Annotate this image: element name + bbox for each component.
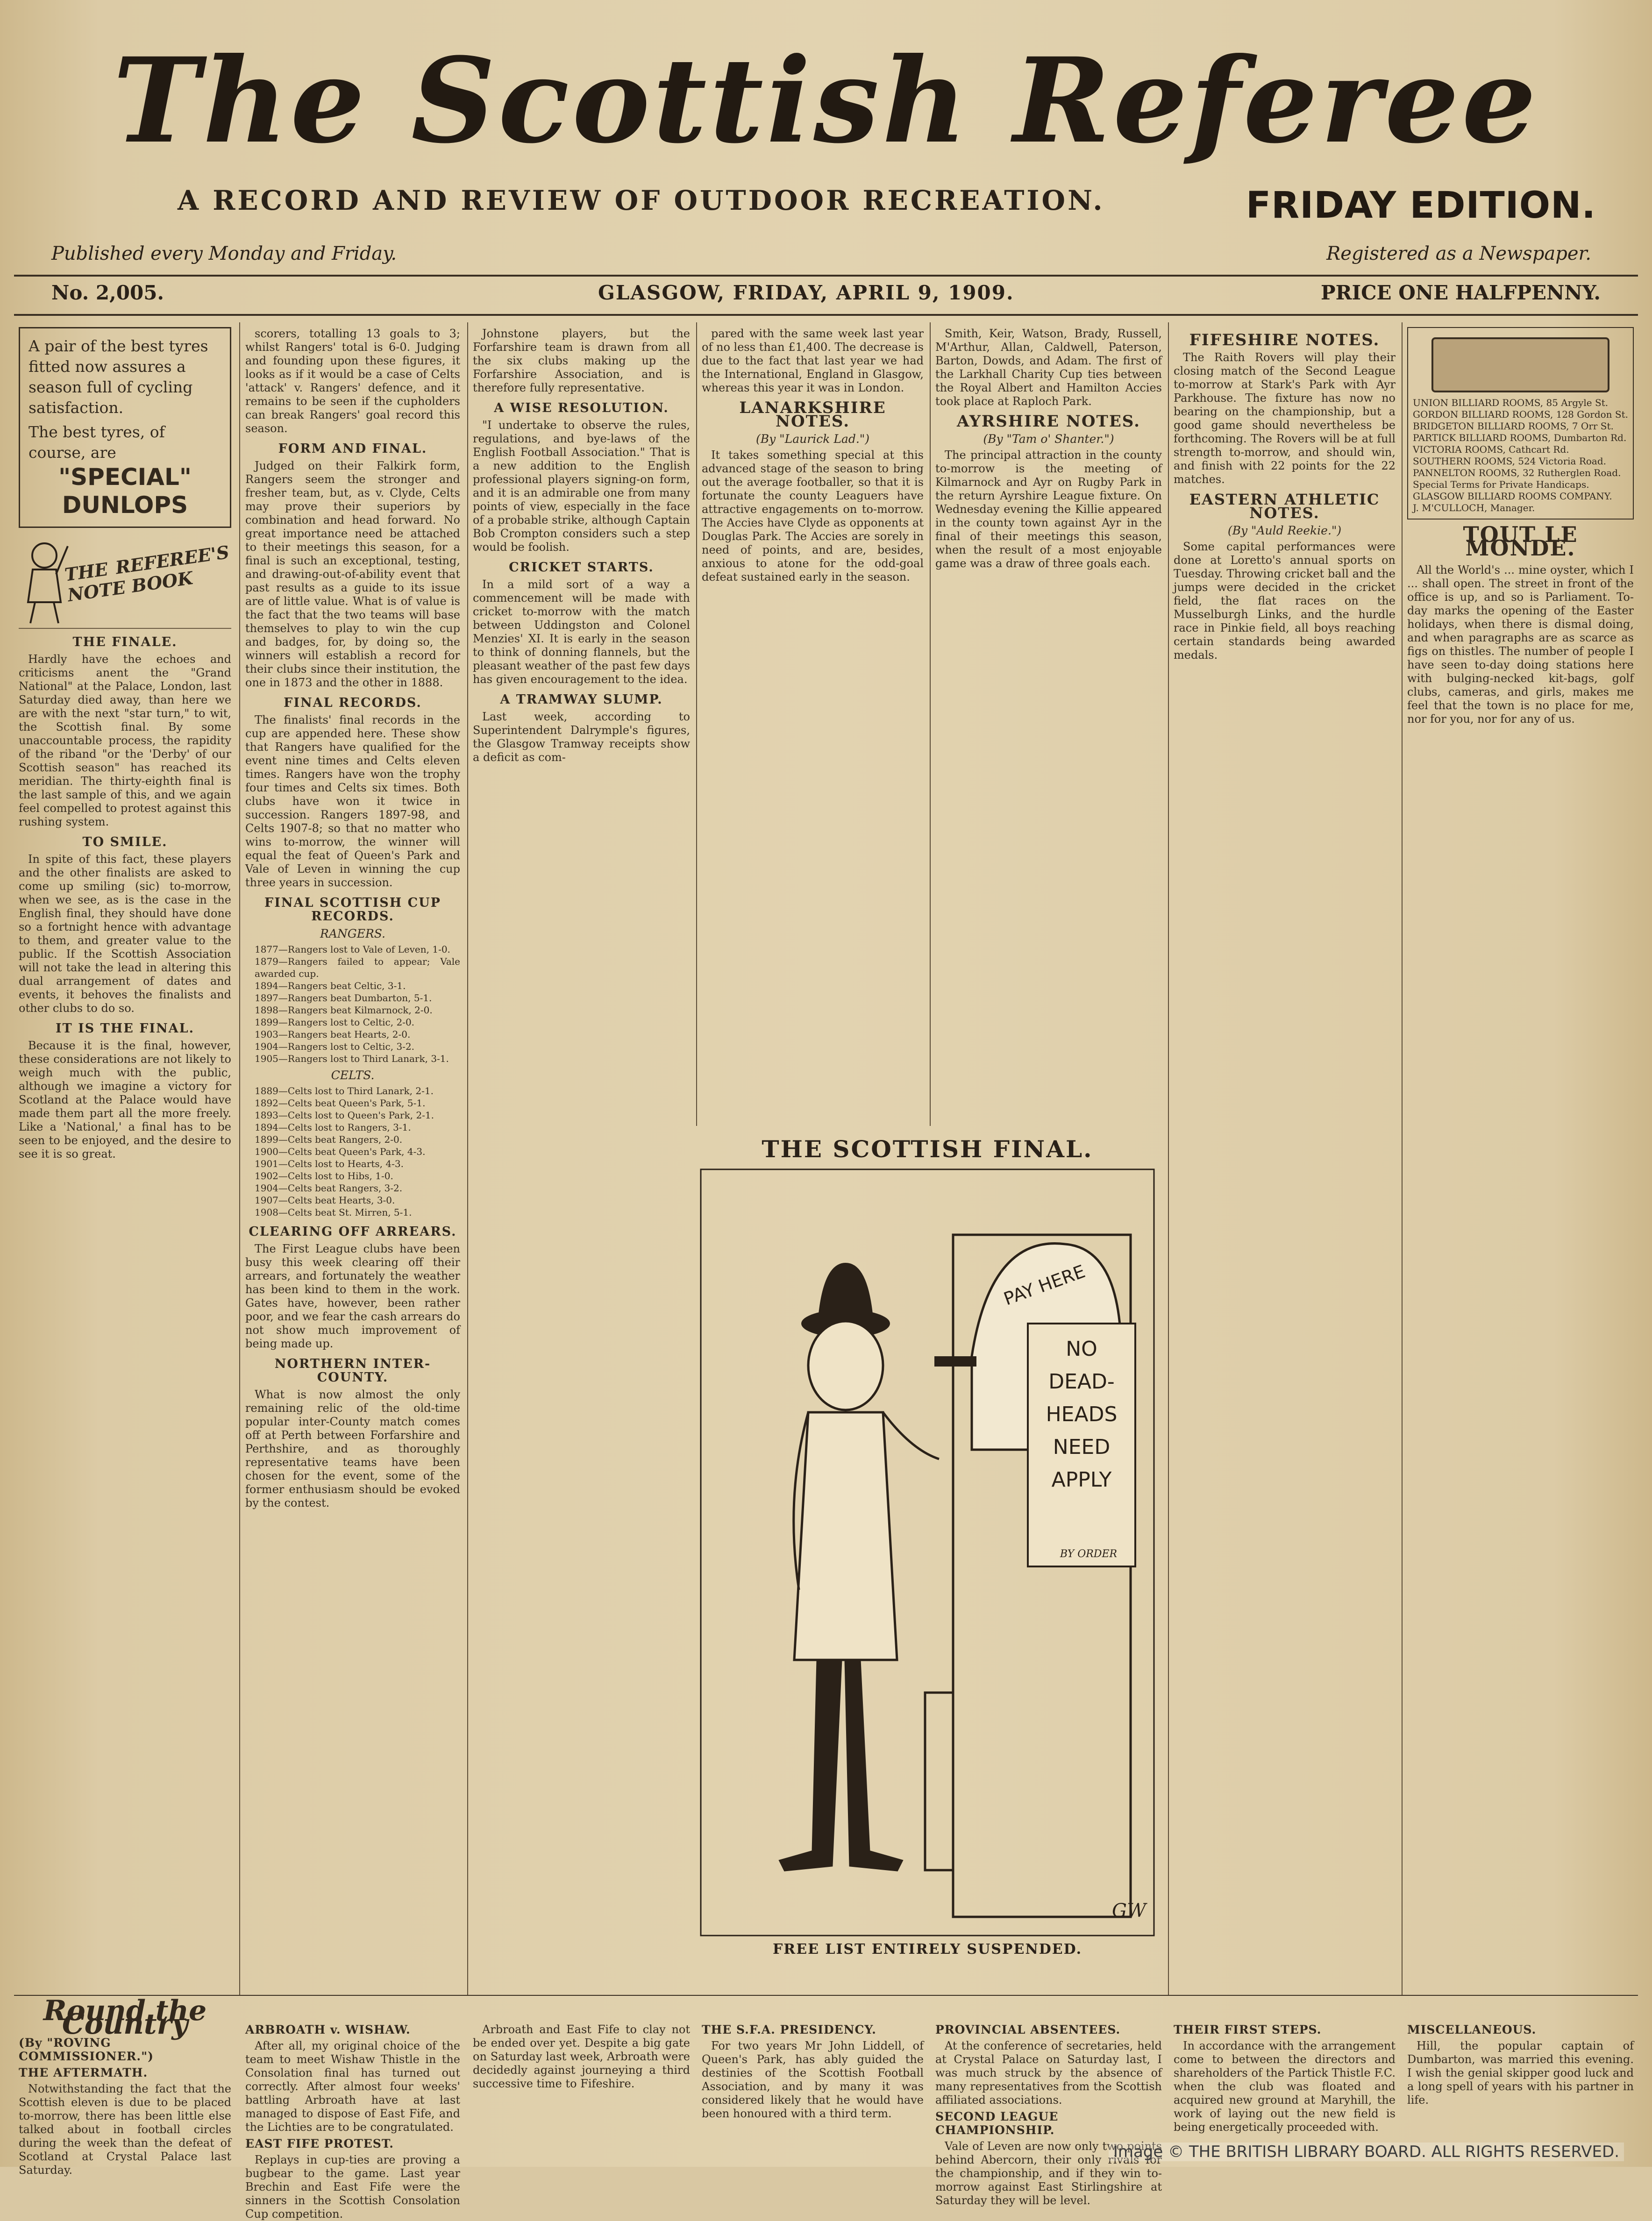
section-heading: CRICKET STARTS.: [509, 560, 654, 575]
record-line: 1879—Rangers failed to appear; Vale awarded cup.: [255, 956, 460, 979]
column-divider: [1168, 322, 1169, 1995]
article-text: In a mild sort of a way a commencement will be made with cricket to-morrow with the match between Uddingston and Colonel Menzies' XI. It is early in the season to think of donning flannels, but the pleasant weather of the past few days has given encouragement to the idea.: [473, 578, 690, 686]
article-text: pared with the same week last year of no less than £1,400. The decrease is due to the fact that last year we had the International, England in Glasgow, whereas this year it was in London.: [702, 327, 924, 394]
pay-here-sign: PAY HERE: [1001, 1261, 1088, 1310]
record-line: 1899—Rangers lost to Celtic, 2-0.: [255, 1017, 415, 1028]
article-text: In spite of this fact, these players and the other finalists are asked to come up smiling (sic) to-morrow, when we see, as is the case in the English final, they should have done so a fortnight hence with advantage to them, and greater value to the public. If the Scottish Association will not take the lead in altering this dual arrangement of dates and events, it behoves the finalists and other clubs to do so.: [19, 853, 231, 1015]
cartoon-caption: FREE LIST ENTIRELY SUSPENDED.: [772, 1941, 1082, 1958]
dunlop-ad-brand: "SPECIAL" DUNLOPS: [58, 463, 192, 519]
article-text: Replays in cup-ties are proving a bugbear to the game. Last year Brechin and East Fife were the sinners in the Scottish Consolation Cup competition.: [245, 2153, 460, 2221]
billiard-room-line: UNION BILLIARD ROOMS, 85 Argyle St.: [1413, 397, 1609, 408]
article-text: The First League clubs have been busy this week clearing off their arrears, and fortunately the weather has been kind to them in the work. Gates have, however, been rather poor, and we fear the cash arrears do not show much improvement of being made up.: [245, 1242, 460, 1350]
article-text: Last week, according to Superintendent Dalrymple's figures, the Glasgow Tramway receipts show a deficit as com-: [473, 710, 690, 764]
column-divider: [239, 322, 240, 1995]
section-heading: A TRAMWAY SLUMP.: [500, 692, 663, 707]
provincial-absentees-column: [935, 2023, 1162, 2207]
section-heading: EASTERN ATHLETIC NOTES.: [1189, 491, 1380, 522]
billiard-room-line: GORDON BILLIARD ROOMS, 128 Gordon St.: [1413, 409, 1628, 420]
section-heading: FORM AND FINAL.: [278, 441, 427, 456]
billiard-rooms-list: [1413, 397, 1628, 514]
billiard-room-line: Special Terms for Private Handicaps.: [1413, 479, 1589, 490]
billiard-room-line: BRIDGETON BILLIARD ROOMS, 7 Orr St.: [1413, 420, 1614, 432]
record-line: 1905—Rangers lost to Third Lanark, 3-1.: [255, 1053, 449, 1064]
section-heading: FINAL RECORDS.: [284, 696, 422, 710]
billiard-room-line: PANNELTON ROOMS, 32 Rutherglen Road.: [1413, 467, 1621, 478]
billiard-table-icon: [1431, 337, 1609, 392]
by-order-sign: BY ORDER: [1060, 1548, 1118, 1560]
record-line: 1902—Celts lost to Hibs, 1-0.: [255, 1170, 393, 1182]
cartoonist-signature: GW: [1112, 1900, 1146, 1922]
section-heading: PROVINCIAL ABSENTEES.: [935, 2023, 1121, 2036]
record-line: 1877—Rangers lost to Vale of Leven, 1-0.: [255, 944, 450, 955]
article-text: At the conference of secretaries, held at Crystal Palace on Saturday last, I was much struck by the absence of many representatives from the Scottish affiliated associations.: [935, 2039, 1162, 2107]
dunlop-ad-line: The best tyres, of course, are: [28, 423, 165, 462]
section-heading: TO SMILE.: [82, 835, 168, 849]
dateline: GLASGOW, FRIDAY, APRIL 9, 1909.: [598, 281, 1014, 304]
issue-number: No. 2,005.: [51, 281, 164, 304]
article-text: Notwithstanding the fact that the Scottish eleven is due to be placed to-morrow, there has been little else talked about in football circles during the week than the defeat of Scotland at Crystal Palace last Saturday.: [19, 2082, 231, 2177]
record-line: 1898—Rangers beat Kilmarnock, 2-0.: [255, 1004, 433, 1016]
round-the-country-column: [19, 1994, 231, 2177]
section-heading: FINAL SCOTTISH CUP RECORDS.: [264, 896, 441, 924]
billiard-room-line: SOUTHERN ROOMS, 524 Victoria Road.: [1413, 456, 1607, 467]
article-text: All the World's ... mine oyster, which I ... shall open. The street in front of the office is up, and so is Parliament. To-day marks the opening of the Easter holidays, when there is dismal doing, and when paragraphs are as scarce as figs on thistles. The number of people I have seen to-day doing stations here with bulging-necked kit-bags, golf clubs, cameras, and girls, makes me feel that the town is no place for me, nor for you, nor for any of us.: [1407, 563, 1634, 726]
column-2: [245, 327, 460, 1990]
note-book-heading: [19, 534, 231, 629]
bottom-section-rule: [14, 1995, 1638, 1996]
sfa-presidency-column: [702, 2023, 924, 2163]
round-the-country-heading: Round the Country: [43, 1994, 207, 2041]
record-line: 1903—Rangers beat Hearts, 2-0.: [255, 1029, 411, 1040]
cartoon-title: THE SCOTTISH FINAL.: [762, 1135, 1093, 1163]
column-divider: [930, 322, 931, 1126]
image-credit: Image © THE BRITISH LIBRARY BOARD. ALL RIGHTS RESERVED.: [1109, 2143, 1624, 2161]
section-heading: CLEARING OFF ARREARS.: [249, 1224, 457, 1239]
arbroath-continued-column: [473, 2023, 690, 2163]
record-line: 1889—Celts lost to Third Lanark, 2-1.: [255, 1085, 434, 1096]
billiard-room-line: VICTORIA ROOMS, Cathcart Rd.: [1413, 444, 1569, 455]
article-text: Arbroath and East Fife to clay not be ended over yet. Despite a big gate on Saturday last week, Arbroath were decidedly against journeying a third successive time to Fifeshire.: [473, 2023, 690, 2090]
article-text: scorers, totalling 13 goals to 3; whilst Rangers' total is 6-0. Judging and founding upon these figures, it looks as if it would be a case of Celts 'attack' v. Rangers' defence, and it remains to be seen if the cupholders can break Rangers' goal record this season.: [245, 327, 460, 435]
column-7: [1407, 327, 1634, 1990]
celts-record-list: [245, 1085, 460, 1218]
dunlop-advert: [19, 327, 231, 528]
section-heading: TOUT LE MONDE.: [1463, 522, 1578, 561]
record-line: 1907—Celts beat Hearts, 3-0.: [255, 1195, 395, 1206]
cartoon-panel: [691, 1135, 1163, 1972]
edition-label: FRIDAY EDITION.: [1246, 185, 1596, 227]
column-divider: [467, 322, 468, 1995]
section-heading: AYRSHIRE NOTES.: [957, 412, 1140, 431]
section-heading: NORTHERN INTER-COUNTY.: [274, 1357, 431, 1385]
record-line: 1904—Rangers lost to Celtic, 3-2.: [255, 1041, 415, 1052]
article-text: The Raith Rovers will play their closing match of the Second League to-morrow at Stark's Park with Ayr Parkhouse. The fixture has now no bearing on the championship, but a good game should nevertheless be forthcoming. The Rovers will be at full strength to-morrow, and should win, and finish with 22 points for the 22 matches.: [1174, 351, 1396, 486]
record-line: 1897—Rangers beat Dumbarton, 5-1.: [255, 992, 432, 1004]
record-line: 1908—Celts beat St. Mirren, 5-1.: [255, 1207, 412, 1218]
billiard-rooms-advert: [1407, 327, 1634, 520]
section-heading: SECOND LEAGUE CHAMPIONSHIP.: [935, 2110, 1059, 2137]
article-text: Smith, Keir, Watson, Brady, Russell, M'Arthur, Allan, Caldwell, Paterson, Barton, Dowds, and Adam. The first of the Larkhall Charity Cup ties between the Royal Albert and Hamilton Accies took place at Raploch Park.: [935, 327, 1162, 408]
byline: (By "Laurick Lad."): [755, 432, 870, 446]
note-book-title: THE REFEREE'S NOTE BOOK: [63, 541, 231, 606]
section-heading: THE S.F.A. PRESIDENCY.: [702, 2023, 876, 2036]
column-5: [935, 327, 1162, 1121]
article-text: The finalists' final records in the cup are appended here. These show that Rangers have qualified for the event nine times and Celts eleven times. Rangers have won the trophy four times and Celts six times. Both clubs have won it twice in succession. Rangers 1897-98, and Celts 1907-8; so that no matter who wins to-morrow, the winner will equal the feat of Queen's Park and Vale of Leven in winning the cup three years in succession.: [245, 713, 460, 889]
article-text: Hill, the popular captain of Dumbarton, was married this evening. I wish the genial skipper good luck and a long spell of years with his partner in life.: [1407, 2039, 1634, 2107]
column-4: [702, 327, 924, 1121]
article-text: Some capital performances were done at Loretto's annual sports on Tuesday. Throwing cricket ball and the jumps were decided in the cricket field, the flat races on the Musselburgh Links, and the hurdle race in Pinkie field, all boys reaching certain standards being awarded medals.: [1174, 540, 1396, 662]
section-heading: A WISE RESOLUTION.: [494, 401, 669, 415]
arbroath-column: [245, 2023, 460, 2221]
section-heading: MISCELLANEOUS.: [1407, 2023, 1537, 2036]
article-text: Vale of Leven are now only two points behind Abercorn, their only rivals for the championship, and if they win to-morrow against East Stirlingshire at Saturday they will be level.: [935, 2140, 1162, 2207]
article-text: After all, my original choice of the team to meet Wishaw Thistle in the Consolation final has turned out correctly. After almost four weeks' battling Arbroath have at last managed to dispose of East Fife, and the Lichties are to be congratulated.: [245, 2039, 460, 2134]
record-line: 1892—Celts beat Queen's Park, 5-1.: [255, 1097, 426, 1109]
dunlop-ad-line: A pair of the best tyres fitted now assures a season full of cycling satisfaction.: [28, 337, 208, 417]
section-heading: IT IS THE FINAL.: [55, 1021, 195, 1036]
newspaper-title: The Scottish Referee: [113, 32, 1539, 169]
no-dead-heads-sign: NO DEAD-HEADS NEED APPLY: [1046, 1337, 1118, 1492]
registration-note: Registered as a Newspaper.: [1326, 243, 1591, 264]
article-text: The principal attraction in the county to-morrow is the meeting of Kilmarnock and Ayr on Rugby Park in the return Ayrshire League fixture. On Wednesday evening the Killie appeared in the county town against Ayr in the final of their meetings this season, when the result of a most enjoyable game was a draw of three goals each.: [935, 448, 1162, 570]
cartoon-illustration: [691, 1169, 1163, 1936]
section-heading: FIFESHIRE NOTES.: [1189, 331, 1380, 349]
article-text: What is now almost the only remaining relic of the old-time popular inter-County match comes off at Perth between Forfarshire and Perthshire, and as thoroughly representative teams have been chosen for the event, some of the former enthusiasm should be evoked by the contest.: [245, 1388, 460, 1509]
record-line: 1899—Celts beat Rangers, 2-0.: [255, 1134, 403, 1145]
masthead-rule-bottom: [14, 314, 1638, 316]
article-text: Judged on their Falkirk form, Rangers seem the stronger and fresher team, but, as v. Clyde, Celts may prove their superiors by combination and head forward. No great importance need be attached to their meetings this season, for a final is such an exceptional, testing, and drawing-out-of-ability event that past results as a guide to its issue are of little value. What is of value is the fact that the two teams will base themselves to play to win the cup and badges, for, by doing so, the winners will establish a record for their clubs since their institution, the one in 1873 and the other in 1888.: [245, 459, 460, 689]
record-line: 1894—Celts lost to Rangers, 3-1.: [255, 1122, 411, 1133]
article-text: For two years Mr John Liddell, of Queen's Park, has ably guided the destinies of the Scottish Football Association, and by many it was considered likely that he would have been honoured with a third term.: [702, 2039, 924, 2120]
billiard-room-line: PARTICK BILLIARD ROOMS, Dumbarton Rd.: [1413, 432, 1627, 443]
article-text: Hardly have the echoes and criticisms anent the "Grand National" at the Palace, London, last Saturday died away, than here we are with the next "star turn," to wit, the Scottish final. By some unaccountable process, the rapidity of the riband "or the 'Derby' of our Scottish season" has reached its meridian. The thirty-eighth final is the last sample of this, and we again feel compelled to protest against this rushing system.: [19, 653, 231, 828]
first-steps-column: [1174, 2023, 1396, 2163]
byline: (By "ROVING COMMISSIONER."): [19, 2036, 154, 2063]
record-line: 1904—Celts beat Rangers, 3-2.: [255, 1182, 403, 1194]
article-text: In accordance with the arrangement come to between the directors and shareholders of the Partick Thistle F.C. when the club was floated and acquired new ground at Maryhill, the work of laying out the new field is being energetically proceeded with.: [1174, 2039, 1396, 2134]
record-line: 1893—Celts lost to Queen's Park, 2-1.: [255, 1110, 434, 1121]
column-3: [473, 327, 690, 1121]
masthead-rule-top: [14, 275, 1638, 277]
publication-schedule: Published every Monday and Friday.: [51, 243, 397, 264]
miscellaneous-column: [1407, 2023, 1634, 2163]
column-divider: [696, 322, 697, 1126]
price-label: PRICE ONE HALFPENNY.: [1321, 281, 1601, 304]
billiard-room-line: GLASGOW BILLIARD ROOMS COMPANY.: [1413, 491, 1612, 502]
record-line: 1894—Rangers beat Celtic, 3-1.: [255, 980, 406, 991]
section-heading: THE FINALE.: [72, 635, 178, 649]
section-heading: THEIR FIRST STEPS.: [1174, 2023, 1322, 2036]
article-text: Because it is the final, however, these considerations are not likely to weigh much with the public, although we imagine a victory for Scotland at the Palace would have made them part all the more freely. Like a 'National,' a final has to be seen to be enjoyed, and the desire to see it is so great.: [19, 1039, 231, 1160]
column-divider: [1402, 322, 1403, 1995]
newspaper-subtitle: A RECORD AND REVIEW OF OUTDOOR RECREATION.: [178, 185, 1105, 216]
billiard-room-line: J. M'CULLOCH, Manager.: [1413, 502, 1535, 513]
subsection-heading: CELTS.: [331, 1068, 375, 1082]
subsection-heading: RANGERS.: [320, 927, 385, 940]
byline: (By "Tam o' Shanter."): [983, 432, 1114, 446]
rangers-record-list: [245, 943, 460, 1065]
record-line: 1901—Celts lost to Hearts, 4-3.: [255, 1158, 404, 1169]
column-6: [1174, 327, 1396, 1990]
section-heading: LANARKSHIRE NOTES.: [739, 399, 886, 431]
record-line: 1900—Celts beat Queen's Park, 4-3.: [255, 1146, 426, 1157]
article-text: It takes something special at this advanced stage of the season to bring out the average footballer, so that it is fortunate the county Leaguers have attractive engagements on to-morrow. The Accies have Clyde as opponents at Douglas Park. The Accies are sorely in need of points, and are, besides, anxious to atone for the odd-goal defeat sustained early in the season.: [702, 448, 924, 584]
section-heading: ARBROATH v. WISHAW.: [245, 2023, 411, 2036]
byline: (By "Auld Reekie."): [1227, 524, 1342, 537]
column-1: [19, 327, 231, 1990]
section-heading: EAST FIFE PROTEST.: [245, 2137, 394, 2150]
article-text: Johnstone players, but the Forfarshire team is drawn from all the six clubs making up the Forfarshire Association, and is therefore fully representative.: [473, 327, 690, 394]
section-heading: THE AFTERMATH.: [19, 2066, 148, 2079]
article-text: "I undertake to observe the rules, regulations, and bye-laws of the English Football Association." That is a new addition to the English professional players signing-on form, and it is an admirable one from many points of view, especially in the face of a probable strike, although Captain Bob Crompton considers such a step would be foolish.: [473, 419, 690, 554]
referee-figure-icon: [19, 537, 70, 626]
